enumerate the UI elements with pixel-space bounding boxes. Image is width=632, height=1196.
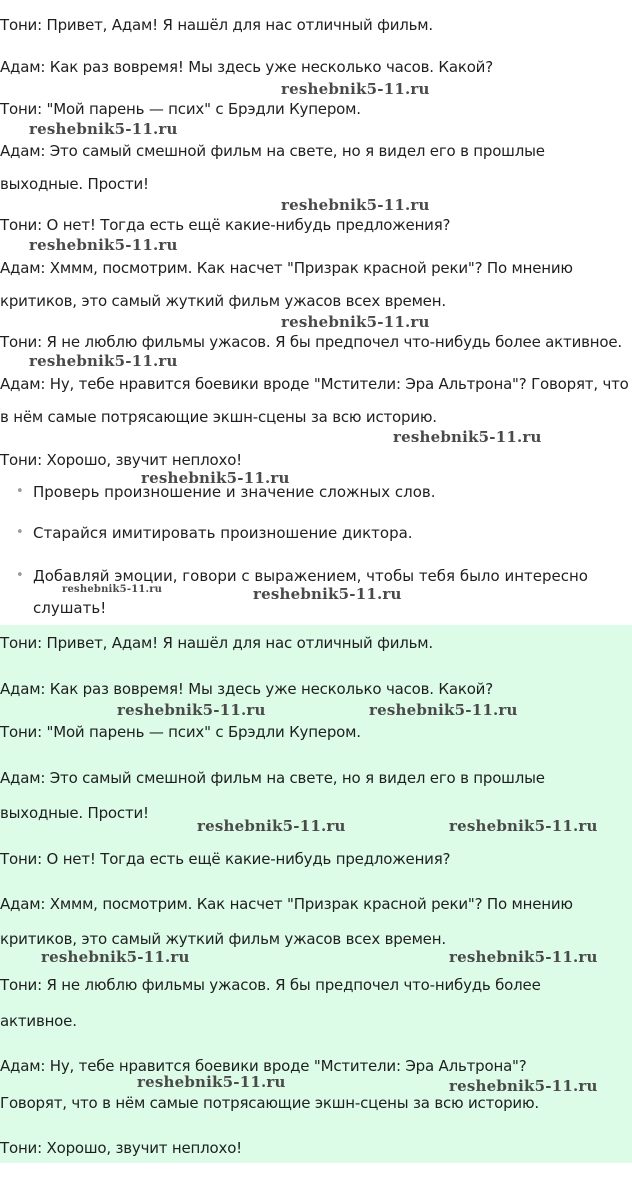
bullet-icon: • (16, 484, 24, 499)
watermark: reshebnik5-11.ru (281, 313, 430, 331)
dialogue-green-line: выходные. Прости! (0, 804, 149, 822)
dialogue-top-line: Тони: "Мой парень — псих" с Брэдли Купером. (0, 100, 361, 118)
dialogue-top-line: в нём самые потрясающие экшн-сцены за всю историю. (0, 408, 437, 426)
watermark: reshebnik5-11.ru (141, 469, 290, 487)
dialogue-green-line: Адам: Хммм, посмотрим. Как насчет "Призрак красной реки"? По мнению (0, 895, 573, 913)
dialogue-top-line: Адам: Хммм, посмотрим. Как насчет "Призрак красной реки"? По мнению (0, 259, 573, 277)
dialogue-top-line: Адам: Ну, тебе нравится боевики вроде "Мстители: Эра Альтрона"? Говорят, что (0, 375, 629, 393)
watermark: reshebnik5-11.ru (117, 701, 266, 719)
watermark: reshebnik5-11.ru (449, 817, 598, 835)
tip-text: слушать! (33, 599, 107, 617)
dialogue-green-line: активное. (0, 1012, 77, 1030)
dialogue-green-line: Говорят, что в нём самые потрясающие экшн-сцены за всю историю. (0, 1094, 539, 1112)
tip-text: Проверь произношение и значение сложных слов. (33, 483, 436, 501)
dialogue-green-line: Тони: Привет, Адам! Я нашёл для нас отличный фильм. (0, 634, 433, 652)
dialogue-green-line: Адам: Ну, тебе нравится боевики вроде "Мстители: Эра Альтрона"? (0, 1057, 527, 1075)
watermark: reshebnik5-11.ru (281, 196, 430, 214)
dialogue-top-line: Адам: Как раз вовремя! Мы здесь уже несколько часов. Какой? (0, 58, 493, 76)
watermark: reshebnik5-11.ru (449, 948, 598, 966)
watermark: reshebnik5-11.ru (29, 236, 178, 254)
bullet-icon: • (16, 568, 24, 583)
dialogue-top-line: критиков, это самый жуткий фильм ужасов всех времен. (0, 292, 446, 310)
dialogue-green-line: критиков, это самый жуткий фильм ужасов всех времен. (0, 930, 446, 948)
dialogue-green-line: Адам: Как раз вовремя! Мы здесь уже несколько часов. Какой? (0, 680, 493, 698)
watermark: reshebnik5-11.ru (41, 948, 190, 966)
watermark: reshebnik5-11.ru (393, 428, 542, 446)
watermark: reshebnik5-11.ru (62, 584, 163, 595)
watermark: reshebnik5-11.ru (29, 120, 178, 138)
watermark: reshebnik5-11.ru (137, 1073, 286, 1091)
dialogue-top-line: Тони: О нет! Тогда есть ещё какие-нибудь предложения? (0, 216, 451, 234)
watermark: reshebnik5-11.ru (29, 352, 178, 370)
tip-text: Старайся имитировать произношение диктора. (33, 524, 413, 542)
watermark: reshebnik5-11.ru (253, 585, 402, 603)
dialogue-top-line: Адам: Это самый смешной фильм на свете, но я видел его в прошлые (0, 142, 545, 160)
dialogue-green-line: Адам: Это самый смешной фильм на свете, но я видел его в прошлые (0, 769, 545, 787)
dialogue-green-line: Тони: Хорошо, звучит неплохо! (0, 1139, 242, 1157)
dialogue-green-line: Тони: "Мой парень — псих" с Брэдли Купером. (0, 723, 361, 741)
watermark: reshebnik5-11.ru (281, 80, 430, 98)
watermark: reshebnik5-11.ru (197, 817, 346, 835)
dialogue-top-line: Тони: Привет, Адам! Я нашёл для нас отличный фильм. (0, 16, 433, 34)
dialogue-top-line: Тони: Хорошо, звучит неплохо! (0, 451, 242, 469)
watermark: reshebnik5-11.ru (449, 1077, 598, 1095)
watermark: reshebnik5-11.ru (369, 701, 518, 719)
dialogue-green-line: Тони: О нет! Тогда есть ещё какие-нибудь предложения? (0, 850, 451, 868)
bullet-icon: • (16, 525, 24, 540)
dialogue-top-line: выходные. Прости! (0, 175, 149, 193)
tip-text: Добавляй эмоции, говори с выражением, чтобы тебя было интересно (33, 567, 588, 585)
dialogue-green-line: Тони: Я не люблю фильмы ужасов. Я бы предпочел что-нибудь более (0, 976, 541, 994)
dialogue-top-line: Тони: Я не люблю фильмы ужасов. Я бы предпочел что-нибудь более активное. (0, 333, 622, 351)
